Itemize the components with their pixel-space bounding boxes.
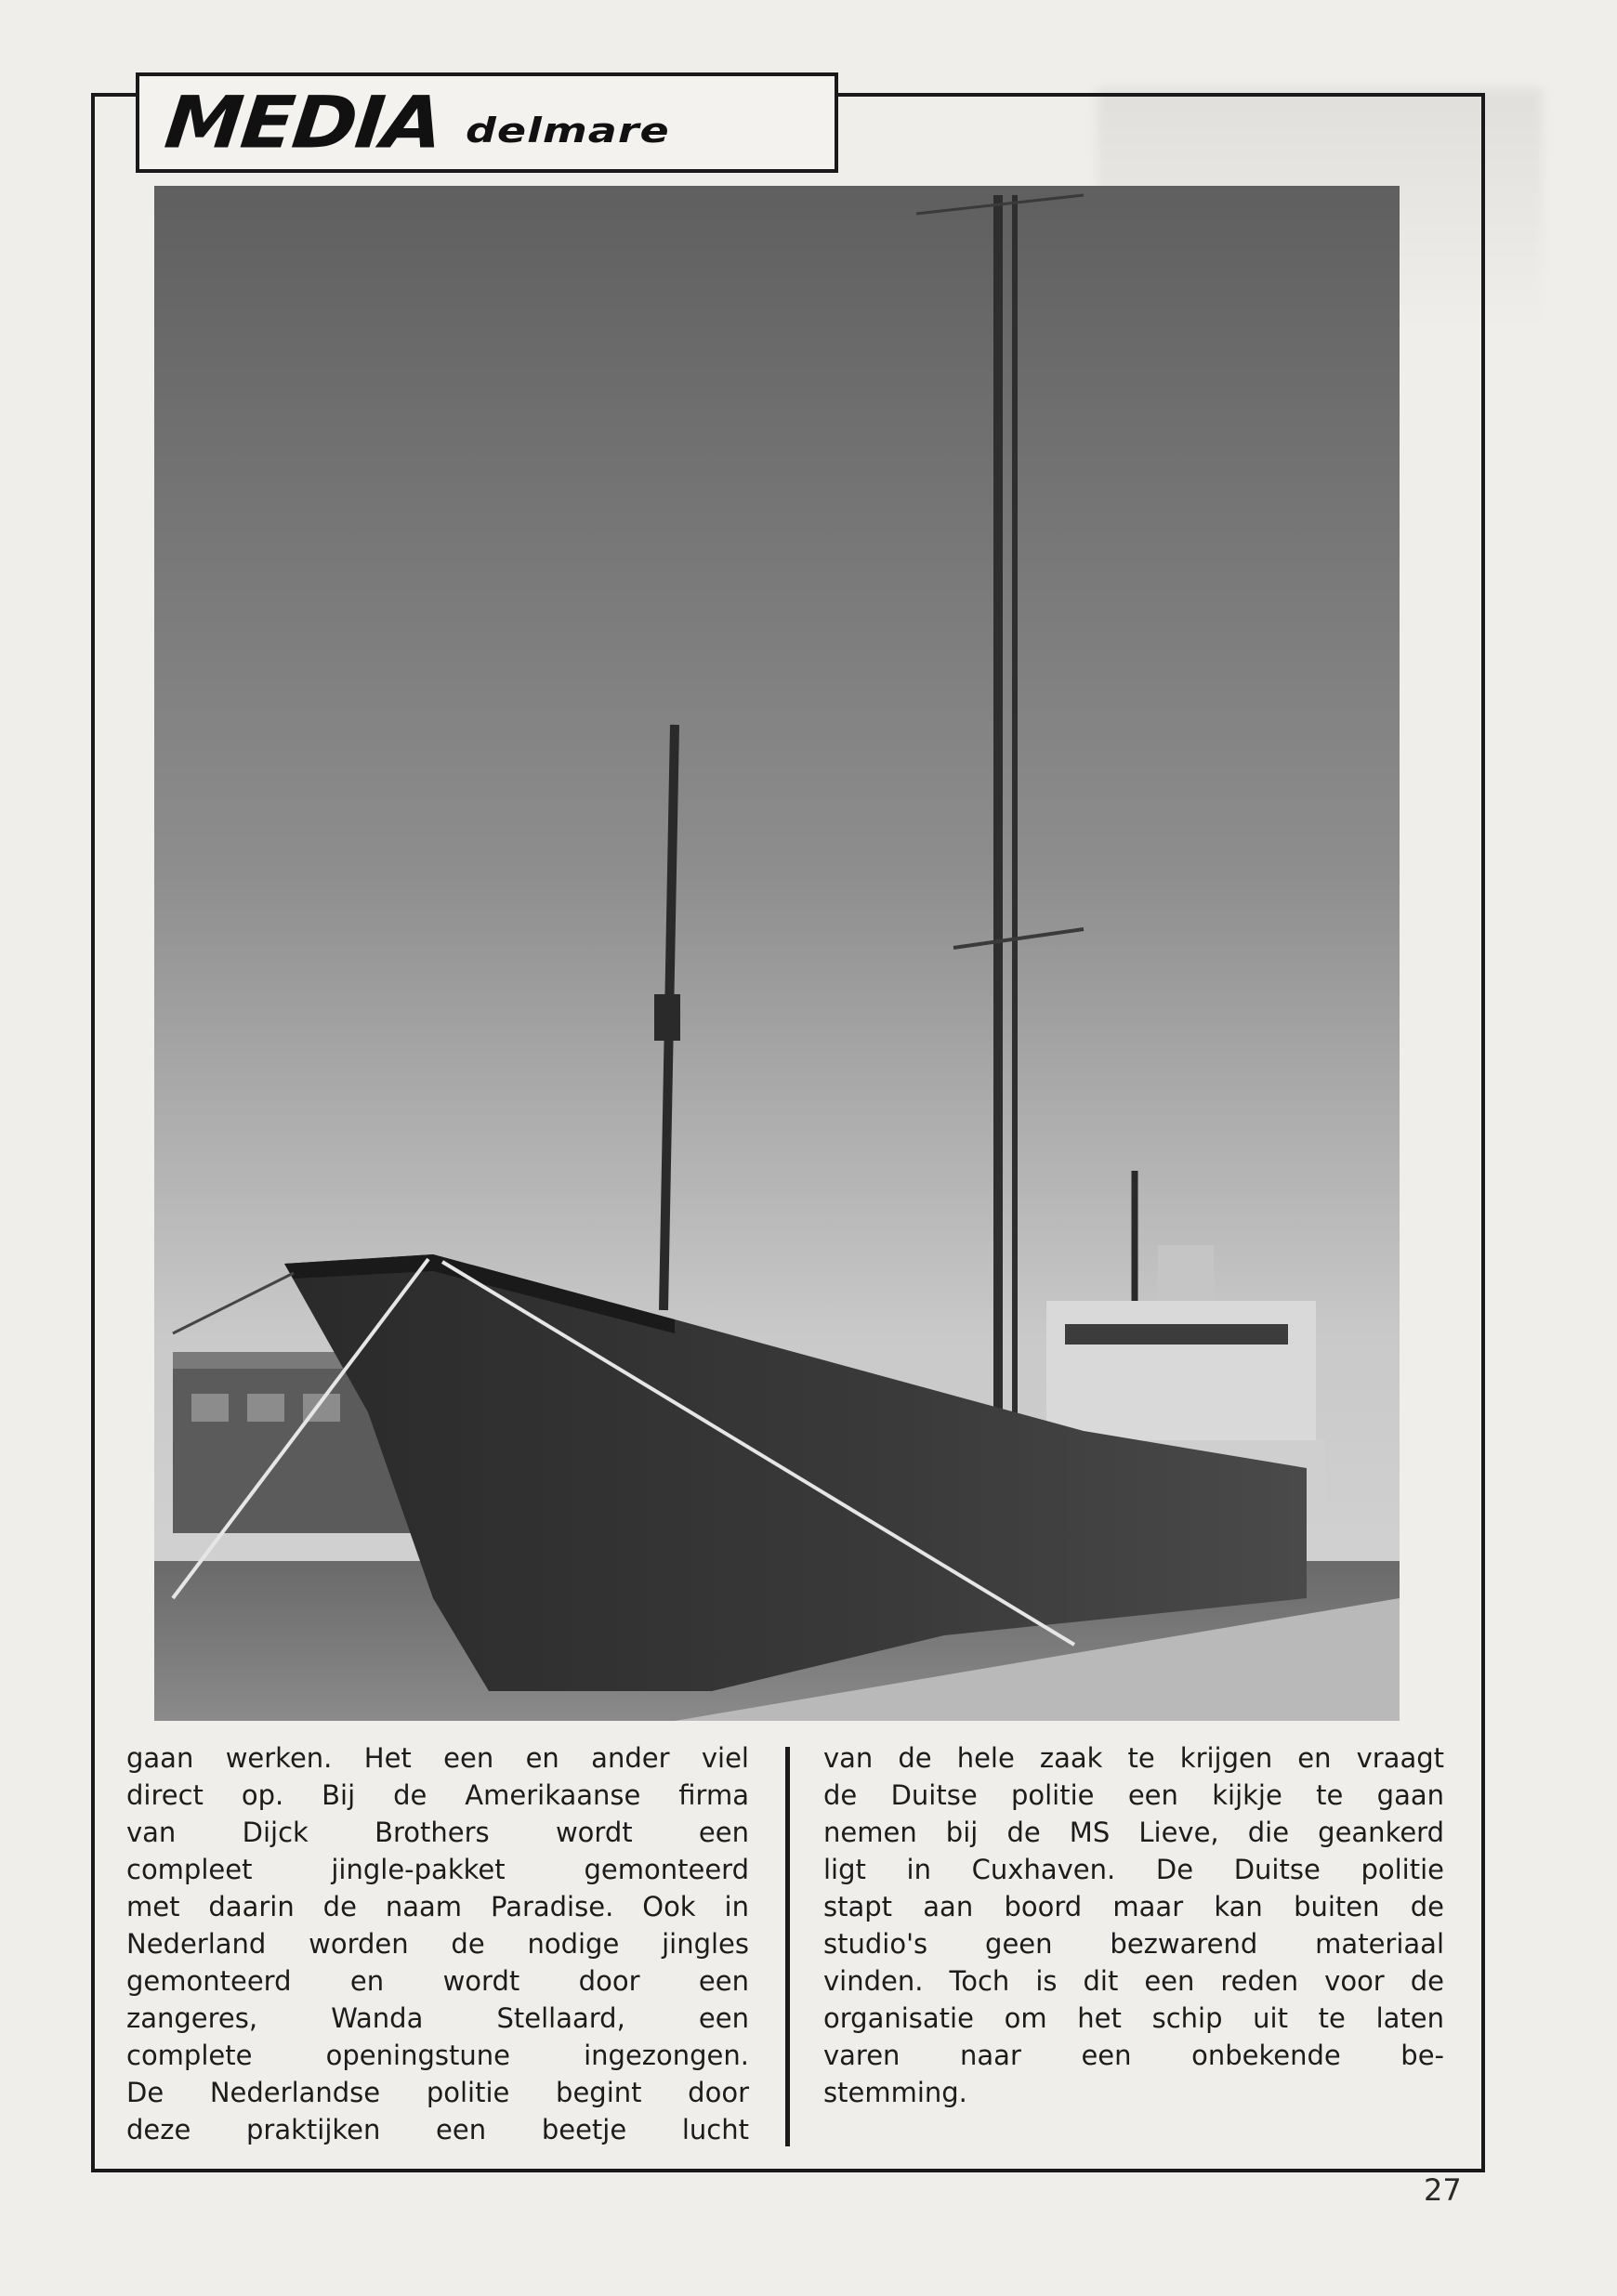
- masthead-title: MEDIA: [161, 80, 446, 165]
- article-line: compleet jingle-pakket gemonteerd: [126, 1854, 749, 1885]
- article-line: direct op. Bij de Amerikaanse firma: [126, 1779, 749, 1811]
- article-line: De Nederlandse politie begint door: [126, 2077, 749, 2108]
- article-line: organisatie om het schip uit te laten: [823, 2002, 1444, 2034]
- article-line: de Duitse politie een kijkje te gaan: [823, 1779, 1444, 1811]
- article-line: varen naar een onbekende be-: [823, 2040, 1444, 2071]
- ship-photo: [154, 186, 1400, 1721]
- article-line: zangeres, Wanda Stellaard, een: [126, 2002, 749, 2034]
- article-line: complete openingstune ingezongen.: [126, 2040, 749, 2071]
- article-line: gaan werken. Het een en ander viel: [126, 1742, 749, 1774]
- article-line: stapt aan boord maar kan buiten de: [823, 1891, 1444, 1922]
- article-line: nemen bij de MS Lieve, die geankerd: [823, 1817, 1444, 1848]
- masthead-subtitle: delmare: [465, 110, 670, 151]
- page-number: 27: [1424, 2172, 1462, 2208]
- article-column-left: [126, 1739, 749, 2148]
- column-divider: [785, 1747, 790, 2146]
- article-line: gemonteerd en wordt door een: [126, 1965, 749, 1997]
- article-line: Nederland worden de nodige jingles: [126, 1928, 749, 1960]
- masthead: [136, 72, 838, 173]
- article-line: studio's geen bezwarend materiaal: [823, 1928, 1444, 1960]
- article-line: met daarin de naam Paradise. Ook in: [126, 1891, 749, 1922]
- article-line: van Dijck Brothers wordt een: [126, 1817, 749, 1848]
- article-line: van de hele zaak te krijgen en vraagt: [823, 1742, 1444, 1774]
- article-line: stemming.: [823, 2077, 967, 2108]
- article-line: vinden. Toch is dit een reden voor de: [823, 1965, 1444, 1997]
- article-line: ligt in Cuxhaven. De Duitse politie: [823, 1854, 1444, 1885]
- article-column-right: [823, 1739, 1444, 2111]
- article-line: deze praktijken een beetje lucht: [126, 2114, 749, 2145]
- ship-illustration: [154, 186, 1400, 1721]
